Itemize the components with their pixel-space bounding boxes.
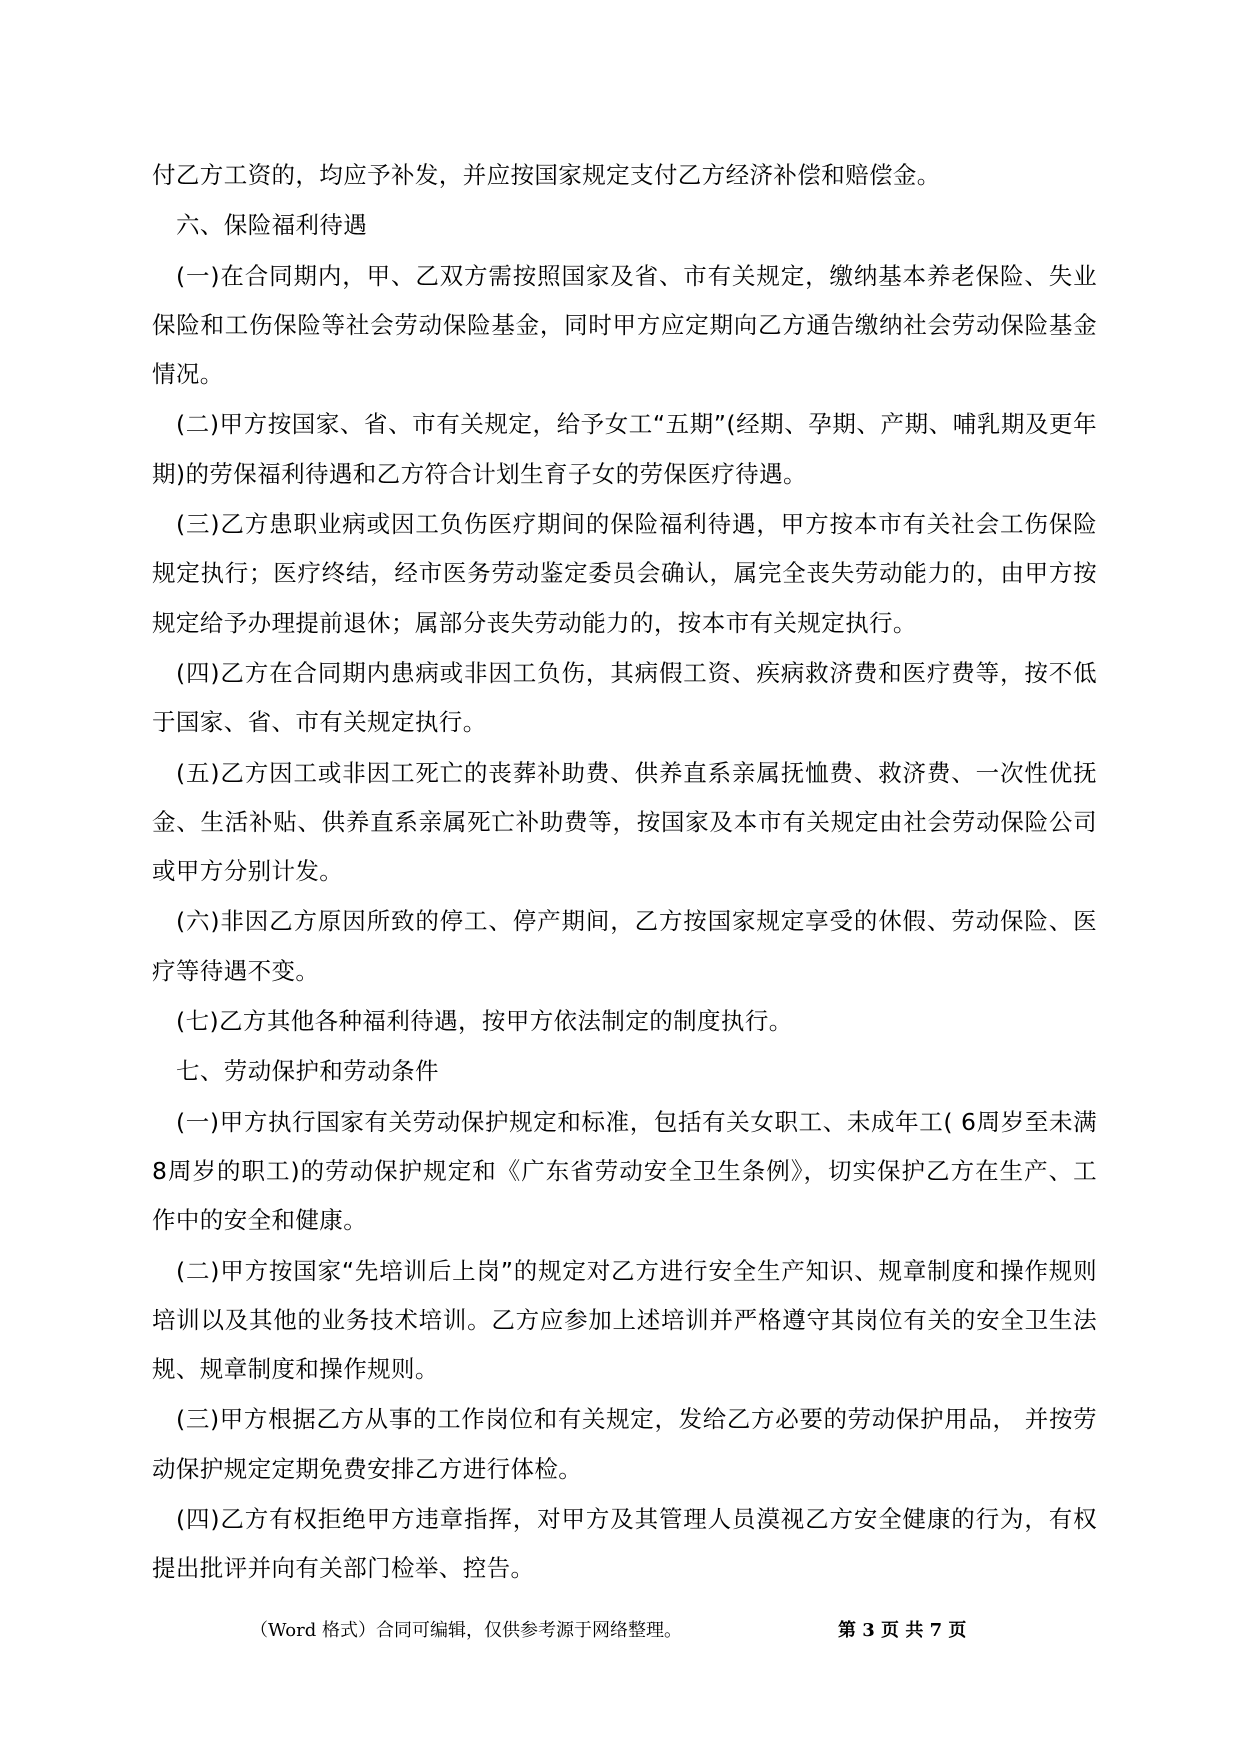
paragraph: (七)乙方其他各种福利待遇，按甲方依法制定的制度执行。 [176, 1007, 793, 1036]
paragraph: (二)甲方按国家、省、市有关规定，给予女工“五期”(经期、孕期、产期、哺乳期及更年期)的劳保福利待遇和乙方符合计划生育子女的劳保医疗待遇。 [152, 410, 1097, 488]
paragraph: (三)甲方根据乙方从事的工作岗位和有关规定，发给乙方必要的劳动保护用品， 并按劳动保护规定定期免费安排乙方进行体检。 [152, 1405, 1097, 1483]
paragraph: (一)在合同期内，甲、乙双方需按照国家及省、市有关规定，缴纳基本养老保险、失业保险和工伤保险等社会劳动保险基金，同时甲方应定期向乙方通告缴纳社会劳动保险基金情况。 [152, 261, 1097, 389]
paragraph: (一)甲方执行国家有关劳动保护规定和标准，包括有关女职工、未成年工( 6周岁至未满 8周岁的职工)的劳动保护规定和《广东省劳动安全卫生条例》，切实保护乙方在生产、工作中的安全和健康。 [152, 1107, 1097, 1235]
paragraph: (四)乙方有权拒绝甲方违章指挥，对甲方及其管理人员漠视乙方安全健康的行为，有权提出批评并向有关部门检举、控告。 [152, 1505, 1097, 1583]
section-heading: 六、保险福利待遇 [176, 211, 368, 240]
paragraph: 付乙方工资的，均应予补发，并应按国家规定支付乙方经济补偿和赔偿金。 [152, 161, 941, 189]
paragraph: (四)乙方在合同期内患病或非因工负伤，其病假工资、疾病救济费和医疗费等，按不低于国家、省、市有关规定执行。 [152, 658, 1097, 737]
paragraph: (五)乙方因工或非因工死亡的丧葬补助费、供养直系亲属抚恤费、救济费、一次性优抚金、生活补贴、供养直系亲属死亡补助费等，按国家及本市有关规定由社会劳动保险公司或甲方分别计发。 [152, 758, 1097, 886]
paragraph: (二)甲方按国家“先培训后上岗”的规定对乙方进行安全生产知识、规章制度和操作规则培训以及其他的业务技术培训。乙方应参加上述培训并严格遵守其岗位有关的安全卫生法规、规章制度和操作规则。 [152, 1256, 1097, 1384]
paragraph: (三)乙方患职业病或因工负伤医疗期间的保险福利待遇，甲方按本市有关社会工伤保险规定执行；医疗终结，经市医务劳动鉴定委员会确认，属完全丧失劳动能力的，由甲方按规定给予办理提前退休；属部分丧失劳动能力的，按本市有关规定执行。 [152, 510, 1097, 637]
footer-note: （Word 格式）合同可编辑，仅供参考源于网络整理。 [250, 1620, 682, 1641]
paragraph: (六)非因乙方原因所致的停工、停产期间，乙方按国家规定享受的休假、劳动保险、医疗等待遇不变。 [152, 907, 1097, 985]
document-body [152, 151, 1097, 1595]
page-number: 第 3 页 共 7 页 [838, 1620, 967, 1641]
section-heading: 七、劳动保护和劳动条件 [176, 1057, 439, 1086]
page-footer [0, 1616, 1241, 1646]
